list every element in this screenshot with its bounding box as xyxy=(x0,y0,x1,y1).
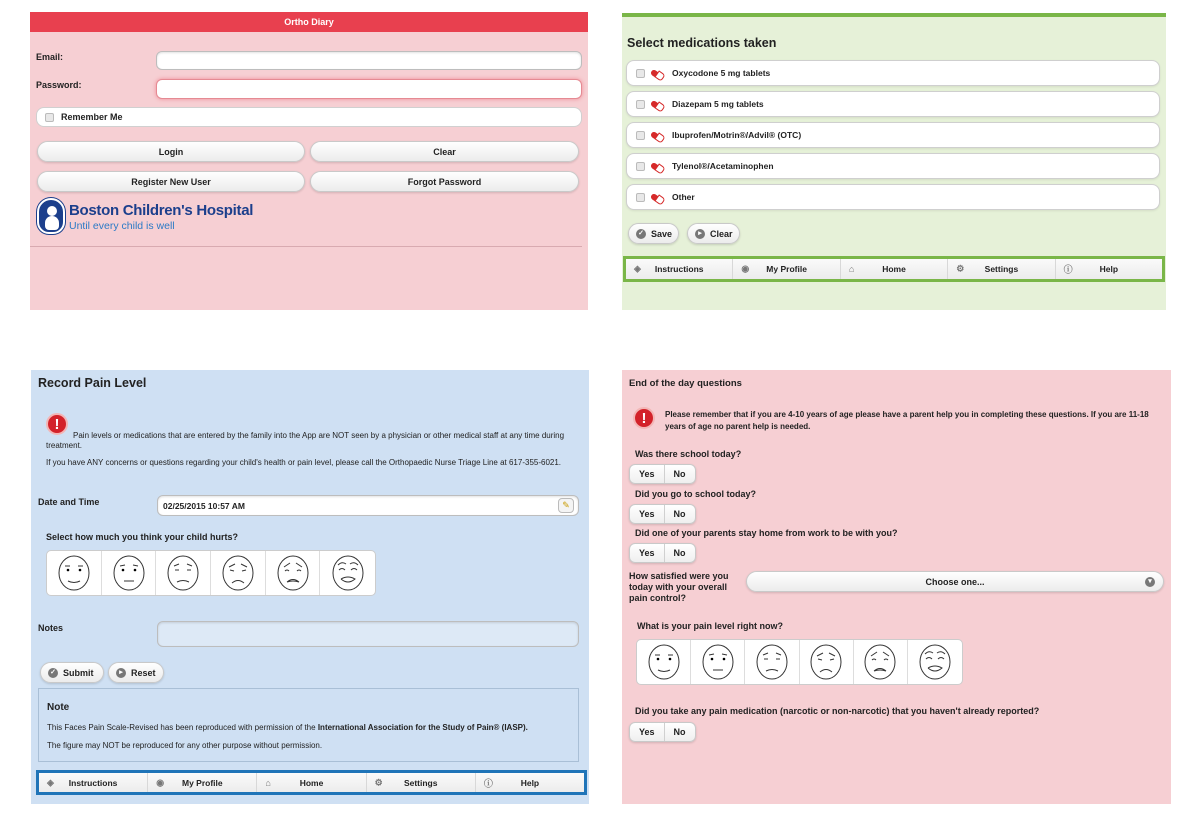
note-text-2: The figure may NOT be reproduced for any other purpose without permission. xyxy=(47,741,323,750)
medication-label: Tylenol®/Acetaminophen xyxy=(672,161,774,171)
note-title: Note xyxy=(47,702,70,713)
alert-icon: ! xyxy=(633,407,655,429)
face-10[interactable] xyxy=(908,640,962,684)
yes-option[interactable]: Yes xyxy=(630,465,665,483)
q1-label: Was there school today? xyxy=(635,449,742,459)
pill-icon xyxy=(651,131,664,139)
yes-option[interactable]: Yes xyxy=(630,505,665,523)
home-icon: ⌂ xyxy=(848,264,855,274)
eod-title: End of the day questions xyxy=(629,378,742,389)
email-field[interactable] xyxy=(156,51,582,70)
yes-option[interactable]: Yes xyxy=(630,723,665,741)
date-label: Date and Time xyxy=(38,497,100,507)
medication-checkbox[interactable] xyxy=(636,131,645,140)
password-field[interactable] xyxy=(156,79,582,99)
q6-label: Did you take any pain medication (narcotic or non-narcotic) that you haven't already reported? xyxy=(635,706,1040,716)
home-icon: ⌂ xyxy=(265,777,271,788)
profile-icon: ◉ xyxy=(156,777,165,787)
nav-my-profile[interactable]: ◉ My Profile xyxy=(733,259,840,279)
notes-field[interactable] xyxy=(157,621,579,647)
medications-title: Select medications taken xyxy=(627,36,777,50)
logo-name: Boston Children's Hospital xyxy=(69,202,254,219)
layers-icon: ◈ xyxy=(47,777,54,787)
clear-label: Clear xyxy=(710,228,733,239)
face-0[interactable] xyxy=(47,551,102,595)
q3-yes-no xyxy=(629,543,696,563)
nav-settings[interactable]: ⚙ Settings xyxy=(367,773,476,792)
nav-help[interactable]: ⓘ Help xyxy=(476,773,584,792)
pill-icon xyxy=(651,162,664,170)
edit-calendar-icon[interactable]: ✎ xyxy=(558,498,574,513)
pill-icon xyxy=(651,100,664,108)
pain-faces-scale xyxy=(636,639,963,685)
no-option[interactable]: No xyxy=(673,548,686,558)
medications-panel xyxy=(622,13,1166,310)
layers-icon: ◈ xyxy=(634,263,641,274)
alert-icon: ! xyxy=(46,413,68,435)
faces-prompt: Select how much you think your child hurts? xyxy=(46,532,239,542)
date-value: 02/25/2015 10:57 AM xyxy=(163,500,245,511)
forgot-password-button[interactable]: Forgot Password xyxy=(310,171,579,192)
q5-label: What is your pain level right now? xyxy=(637,621,784,631)
face-8[interactable] xyxy=(854,640,908,684)
pill-icon xyxy=(651,193,664,201)
password-label: Password: xyxy=(36,80,82,90)
profile-icon: ◉ xyxy=(741,263,750,274)
face-6[interactable] xyxy=(211,551,266,595)
hospital-logo xyxy=(37,198,267,236)
medication-item[interactable] xyxy=(626,60,1160,86)
face-2[interactable] xyxy=(691,640,745,684)
medication-label: Ibuprofen/Motrin®/Advil® (OTC) xyxy=(672,130,802,140)
info-icon: ⓘ xyxy=(1063,264,1073,275)
reset-label: Reset xyxy=(131,667,156,678)
pain-notice-1: Pain levels or medications that are entered by the family into the App are NOT seen by a physician or other medical staff at any time during treatment. xyxy=(46,431,565,450)
divider xyxy=(30,246,582,247)
medication-checkbox[interactable] xyxy=(636,162,645,171)
nav-help[interactable]: ⓘ Help xyxy=(1056,259,1162,279)
note-box xyxy=(38,688,579,762)
remember-me-row[interactable] xyxy=(36,107,582,127)
gear-icon: ⚙ xyxy=(374,777,383,787)
bottom-nav xyxy=(36,770,587,795)
nav-home[interactable]: ⌂ Home xyxy=(841,259,948,279)
medication-item[interactable] xyxy=(626,153,1160,179)
medication-label: Other xyxy=(672,192,695,202)
face-4[interactable] xyxy=(745,640,799,684)
nav-my-profile[interactable]: ◉ My Profile xyxy=(148,773,257,792)
q4-select-value: Choose one... xyxy=(925,576,985,587)
face-6[interactable] xyxy=(800,640,854,684)
q4-label: How satisfied were you today with your overall pain control? xyxy=(629,571,729,603)
pain-title: Record Pain Level xyxy=(38,376,147,390)
check-icon: ✓ xyxy=(48,668,58,678)
face-0[interactable] xyxy=(637,640,691,684)
nav-instructions[interactable]: ◈ Instructions xyxy=(626,259,733,279)
q1-yes-no xyxy=(629,464,696,484)
face-10[interactable] xyxy=(320,551,375,595)
q4-select[interactable] xyxy=(746,571,1164,592)
medication-checkbox[interactable] xyxy=(636,100,645,109)
medication-checkbox[interactable] xyxy=(636,69,645,78)
face-2[interactable] xyxy=(102,551,157,595)
register-button[interactable]: Register New User xyxy=(37,171,305,192)
medication-item[interactable] xyxy=(626,184,1160,210)
logo-emblem-icon xyxy=(37,198,65,234)
yes-option[interactable]: Yes xyxy=(630,544,665,562)
no-option[interactable]: No xyxy=(673,509,686,519)
top-accent-bar xyxy=(622,13,1166,17)
clear-button[interactable] xyxy=(687,223,740,244)
date-field[interactable] xyxy=(157,495,579,516)
chevron-down-icon: ▾ xyxy=(1145,577,1155,587)
info-icon: ⓘ xyxy=(483,778,493,788)
face-8[interactable] xyxy=(266,551,321,595)
logo-tagline: Until every child is well xyxy=(69,220,175,232)
remember-checkbox[interactable] xyxy=(45,113,54,122)
pill-icon xyxy=(651,69,664,77)
nav-settings[interactable]: ⚙ Settings xyxy=(948,259,1055,279)
save-button[interactable] xyxy=(628,223,679,244)
gear-icon: ⚙ xyxy=(956,263,965,274)
email-label: Email: xyxy=(36,52,64,62)
q6-yes-no xyxy=(629,722,696,742)
q2-yes-no xyxy=(629,504,696,524)
pain-panel xyxy=(31,370,589,804)
q3-label: Did one of your parents stay home from work to be with you? xyxy=(635,528,898,538)
bottom-nav xyxy=(623,256,1165,282)
notes-label: Notes xyxy=(38,623,64,633)
nav-home[interactable]: ⌂ Home xyxy=(257,773,366,792)
clear-button[interactable]: Clear xyxy=(310,141,579,162)
login-button[interactable]: Login xyxy=(37,141,305,162)
clear-icon: ▸ xyxy=(695,229,705,239)
save-label: Save xyxy=(651,228,673,239)
face-4[interactable] xyxy=(156,551,211,595)
submit-label: Submit xyxy=(63,667,94,678)
pain-faces-scale xyxy=(46,550,376,596)
medication-item[interactable] xyxy=(626,122,1160,148)
medication-label: Diazepam 5 mg tablets xyxy=(672,99,764,109)
pain-notice-2: If you have ANY concerns or questions regarding your child's health or pain level, please call the Orthopaedic Nurse Triage Line at 617-355-6021. xyxy=(46,458,562,467)
remember-label: Remember Me xyxy=(61,112,123,122)
no-option[interactable]: No xyxy=(673,469,686,479)
nav-instructions[interactable]: ◈ Instructions xyxy=(39,773,148,792)
eod-notice: Please remember that if you are 4-10 years of age please have a parent help you in completing these questions. If you are 11-18 years of age no parent help is needed. xyxy=(665,410,1149,431)
medication-item[interactable] xyxy=(626,91,1160,117)
note-text-1: This Faces Pain Scale-Revised has been reproduced with permission of the International Association for the Study of Pain® (IASP). xyxy=(47,723,528,732)
check-icon: ✓ xyxy=(636,229,646,239)
login-panel xyxy=(30,12,588,310)
q2-label: Did you go to school today? xyxy=(635,489,756,499)
reset-icon: ▸ xyxy=(116,668,126,678)
no-option[interactable]: No xyxy=(673,727,686,737)
medication-checkbox[interactable] xyxy=(636,193,645,202)
reset-button[interactable] xyxy=(108,662,164,683)
submit-button[interactable] xyxy=(40,662,104,683)
medication-label: Oxycodone 5 mg tablets xyxy=(672,68,771,78)
end-of-day-panel xyxy=(622,370,1171,804)
login-header: Ortho Diary xyxy=(30,12,588,32)
